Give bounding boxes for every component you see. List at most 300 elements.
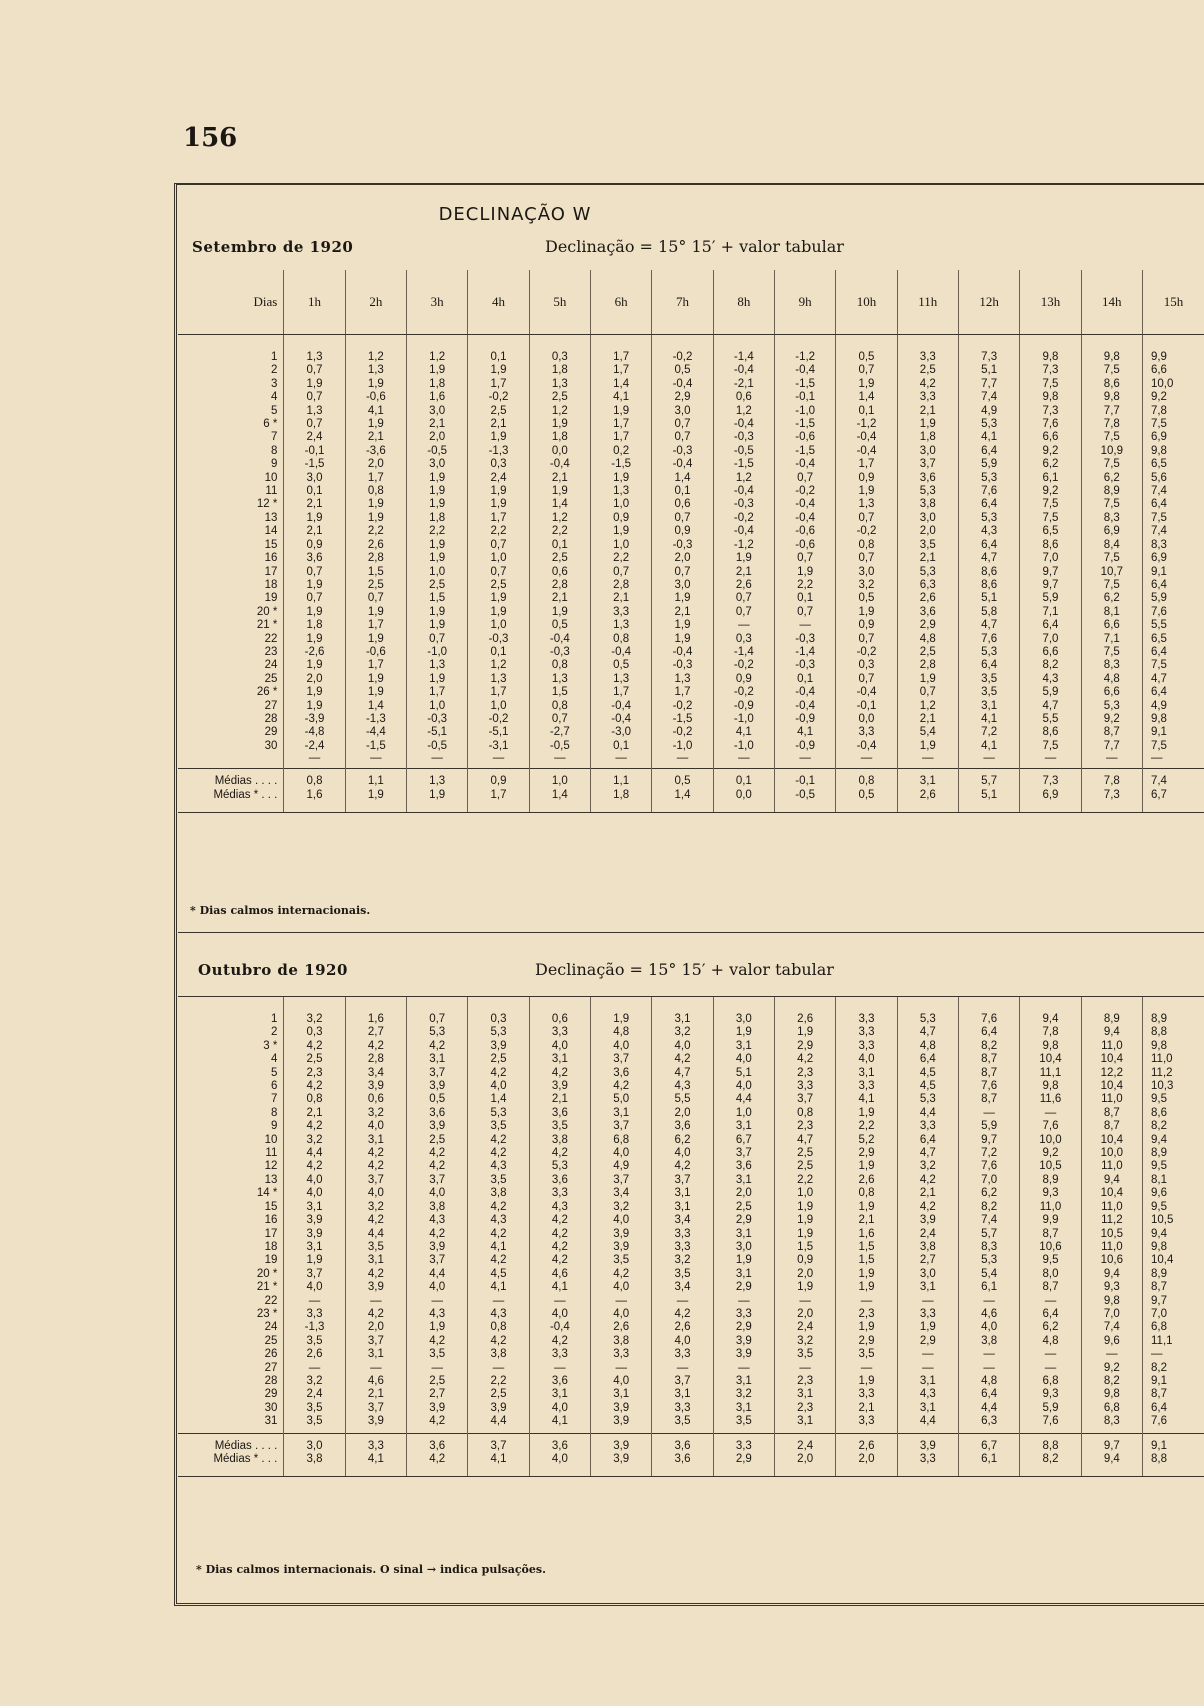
value-cell: 2,1 bbox=[284, 1107, 345, 1120]
mean-cell: 1,0 bbox=[529, 769, 590, 789]
value-cell: 8,9 bbox=[1081, 485, 1142, 498]
value-cell: 10,6 bbox=[1020, 1241, 1081, 1254]
value-cell: 1,0 bbox=[468, 619, 529, 632]
value-cell: — bbox=[591, 1295, 652, 1308]
mean-star-cell: 6,7 bbox=[1142, 789, 1204, 813]
value-cell: 5,3 bbox=[958, 512, 1019, 525]
value-cell: 10,5 bbox=[1081, 1228, 1142, 1241]
value-cell: 2,4 bbox=[284, 431, 345, 444]
value-cell: 3,9 bbox=[897, 1214, 958, 1227]
value-cell: — bbox=[1020, 1348, 1081, 1361]
value-cell: -0,2 bbox=[468, 713, 529, 726]
table-row bbox=[178, 592, 1204, 605]
table-row bbox=[178, 418, 1204, 431]
value-cell: 7,5 bbox=[1081, 579, 1142, 592]
value-cell: 0,1 bbox=[468, 646, 529, 659]
value-cell: 11,2 bbox=[1143, 1067, 1204, 1080]
mean-star-cell: 1,7 bbox=[468, 789, 529, 813]
value-cell: 4,0 bbox=[591, 1281, 652, 1294]
table-row bbox=[178, 1107, 1204, 1120]
value-cell: 1,2 bbox=[345, 335, 406, 365]
day-cell: 30 bbox=[264, 1401, 278, 1414]
value-cell: -0,4 bbox=[836, 431, 897, 444]
value-cell: 0,5 bbox=[407, 1093, 468, 1106]
value-cell: 6,4 bbox=[958, 498, 1019, 511]
value-cell: 0,3 bbox=[284, 1026, 345, 1039]
value-cell: 0,8 bbox=[529, 700, 590, 713]
value-cell: — bbox=[468, 1362, 529, 1375]
value-cell: 7,2 bbox=[958, 726, 1019, 739]
value-cell: 1,9 bbox=[897, 418, 958, 431]
value-cell: -0,3 bbox=[407, 713, 468, 726]
value-cell: 0,1 bbox=[284, 485, 345, 498]
value-cell: 3,1 bbox=[897, 1281, 958, 1294]
value-cell: 2,5 bbox=[529, 552, 590, 565]
value-cell: 9,4 bbox=[1081, 1174, 1142, 1187]
value-cell: 2,8 bbox=[345, 1053, 406, 1066]
value-cell: 2,5 bbox=[713, 1201, 774, 1214]
mean-star-cell: 2,6 bbox=[897, 789, 958, 813]
value-cell: 3,0 bbox=[836, 566, 897, 579]
value-cell: 3,9 bbox=[591, 1415, 652, 1433]
means-row bbox=[178, 769, 1204, 789]
value-cell: 4,1 bbox=[468, 1241, 529, 1254]
value-cell: 3,0 bbox=[284, 472, 345, 485]
value-cell: 1,9 bbox=[407, 1321, 468, 1334]
value-cell: 2,5 bbox=[284, 1053, 345, 1066]
value-cell: 4,2 bbox=[284, 1160, 345, 1173]
value-cell: 4,1 bbox=[958, 740, 1019, 753]
header-hour: 12h bbox=[958, 270, 1019, 335]
value-cell: 3,1 bbox=[652, 997, 713, 1026]
mean-cell: 3,9 bbox=[591, 1433, 652, 1453]
value-cell: 3,1 bbox=[713, 1174, 774, 1187]
value-cell: 6,4 bbox=[897, 1053, 958, 1066]
value-cell: 0,8 bbox=[468, 1321, 529, 1334]
value-cell: 6,9 bbox=[1142, 552, 1204, 565]
header-hour: 14h bbox=[1081, 270, 1142, 335]
mean-cell: 5,7 bbox=[958, 769, 1019, 789]
value-cell: 0,6 bbox=[345, 1093, 406, 1106]
value-cell: 4,0 bbox=[284, 1187, 345, 1200]
value-cell: 6,4 bbox=[958, 445, 1019, 458]
value-cell: 0,3 bbox=[836, 659, 897, 672]
value-cell: 0,1 bbox=[652, 485, 713, 498]
value-cell: -0,6 bbox=[774, 431, 835, 444]
value-cell: 4,0 bbox=[652, 1147, 713, 1160]
dash-cell: — bbox=[897, 753, 958, 769]
value-cell: 2,6 bbox=[591, 1321, 652, 1334]
day-cell: 8 bbox=[270, 444, 278, 457]
table-row bbox=[178, 1335, 1204, 1348]
value-cell: 6,3 bbox=[959, 1415, 1020, 1433]
value-cell: 8,0 bbox=[1020, 1268, 1081, 1281]
value-cell: 8,3 bbox=[1081, 659, 1142, 672]
oct-footnote: * Dias calmos internacionais. O sinal → indica pulsações. bbox=[196, 1563, 546, 1576]
value-cell: 1,9 bbox=[407, 472, 468, 485]
value-cell: -1,0 bbox=[713, 713, 774, 726]
value-cell: 4,1 bbox=[529, 1281, 590, 1294]
value-cell: 9,8 bbox=[1020, 1080, 1081, 1093]
value-cell: 8,7 bbox=[1081, 1120, 1142, 1133]
header-hour: 4h bbox=[468, 270, 529, 335]
table-row bbox=[178, 498, 1204, 511]
value-cell: 3,1 bbox=[591, 1388, 652, 1401]
value-cell: 2,2 bbox=[775, 1174, 836, 1187]
value-cell: -0,3 bbox=[468, 633, 529, 646]
value-cell: 3,1 bbox=[836, 1067, 897, 1080]
value-cell: 3,7 bbox=[713, 1147, 774, 1160]
value-cell: 4,0 bbox=[407, 1281, 468, 1294]
value-cell: 4,7 bbox=[897, 1147, 958, 1160]
table-row bbox=[178, 700, 1204, 713]
table-row bbox=[178, 673, 1204, 686]
value-cell: 4,3 bbox=[958, 525, 1019, 538]
value-cell: — bbox=[407, 1362, 468, 1375]
value-cell: 3,6 bbox=[529, 1174, 590, 1187]
value-cell: 4,1 bbox=[468, 1281, 529, 1294]
value-cell: 4,0 bbox=[345, 1187, 406, 1200]
day-cell: 26 bbox=[264, 1348, 278, 1361]
dash-row bbox=[178, 753, 1204, 769]
means-label: Médias . . . . bbox=[178, 1433, 284, 1453]
table-row bbox=[178, 740, 1204, 753]
value-cell: 1,3 bbox=[529, 378, 590, 391]
value-cell: 6,4 bbox=[1020, 619, 1081, 632]
value-cell: 3,1 bbox=[713, 1375, 774, 1388]
mean-cell: 1,1 bbox=[591, 769, 652, 789]
value-cell: 2,5 bbox=[897, 364, 958, 377]
table-row bbox=[178, 1268, 1204, 1281]
day-cell: 2 bbox=[270, 1026, 278, 1039]
value-cell: 4,0 bbox=[652, 1335, 713, 1348]
value-cell: 0,9 bbox=[836, 472, 897, 485]
value-cell: 3,3 bbox=[836, 1040, 897, 1053]
value-cell: 3,1 bbox=[529, 1388, 590, 1401]
value-cell: 6,8 bbox=[1143, 1321, 1204, 1334]
value-cell: -1,5 bbox=[284, 458, 345, 471]
value-cell: 6,4 bbox=[958, 539, 1019, 552]
value-cell: -2,7 bbox=[529, 726, 590, 739]
value-cell: 1,9 bbox=[652, 633, 713, 646]
value-cell: 6,2 bbox=[1081, 472, 1142, 485]
value-cell: 9,4 bbox=[1143, 1134, 1204, 1147]
value-cell: 6,9 bbox=[1081, 525, 1142, 538]
value-cell: 2,9 bbox=[713, 1281, 774, 1294]
value-cell: 4,7 bbox=[1020, 700, 1081, 713]
value-cell: 1,5 bbox=[407, 592, 468, 605]
value-cell: 2,9 bbox=[713, 1214, 774, 1227]
value-cell: 7,5 bbox=[1081, 552, 1142, 565]
mean-star-cell: 9,4 bbox=[1081, 1453, 1142, 1477]
value-cell: 0,7 bbox=[836, 512, 897, 525]
day-cell: 5 bbox=[270, 1066, 278, 1079]
day-cell: 10 bbox=[264, 471, 278, 484]
value-cell: -5,1 bbox=[407, 726, 468, 739]
value-cell: -1,5 bbox=[345, 740, 406, 753]
value-cell: 4,8 bbox=[959, 1375, 1020, 1388]
value-cell: 3,6 bbox=[591, 1067, 652, 1080]
value-cell: -4,8 bbox=[284, 726, 345, 739]
mean-cell: 3,6 bbox=[652, 1433, 713, 1453]
value-cell: -0,3 bbox=[652, 445, 713, 458]
value-cell: 3,3 bbox=[652, 1348, 713, 1361]
value-cell: 1,9 bbox=[284, 378, 345, 391]
value-cell: 9,8 bbox=[1143, 1040, 1204, 1053]
mean-cell: 3,3 bbox=[713, 1433, 774, 1453]
value-cell: 1,9 bbox=[407, 539, 468, 552]
value-cell: 3,1 bbox=[591, 1107, 652, 1120]
value-cell: — bbox=[897, 1295, 958, 1308]
table-row bbox=[178, 1134, 1204, 1147]
day-cell: 18 bbox=[264, 1240, 278, 1253]
value-cell: 3,5 bbox=[836, 1348, 897, 1361]
mean-star-cell: 1,9 bbox=[345, 789, 406, 813]
value-cell: 3,5 bbox=[897, 539, 958, 552]
day-cell: 19 bbox=[264, 592, 278, 605]
value-cell: 5,1 bbox=[958, 592, 1019, 605]
value-cell: 11,0 bbox=[1143, 1053, 1204, 1066]
value-cell: -0,4 bbox=[774, 700, 835, 713]
value-cell: 9,2 bbox=[1020, 445, 1081, 458]
value-cell: -1,2 bbox=[713, 539, 774, 552]
value-cell: 1,9 bbox=[468, 431, 529, 444]
value-cell: 0,8 bbox=[284, 1093, 345, 1106]
value-cell: 4,2 bbox=[345, 1040, 406, 1053]
value-cell: 1,2 bbox=[468, 659, 529, 672]
value-cell: 1,9 bbox=[897, 740, 958, 753]
value-cell: — bbox=[468, 1295, 529, 1308]
value-cell: 5,4 bbox=[897, 726, 958, 739]
day-cell: 13 bbox=[264, 511, 278, 524]
value-cell: 2,6 bbox=[836, 1174, 897, 1187]
oct-month-title: Outubro de 1920 bbox=[198, 961, 348, 979]
value-cell: 1,4 bbox=[591, 378, 652, 391]
value-cell: 2,1 bbox=[652, 606, 713, 619]
mean-cell: 3,3 bbox=[345, 1433, 406, 1453]
value-cell: 3,3 bbox=[897, 1120, 958, 1133]
header-dias: Dias bbox=[178, 270, 284, 335]
value-cell: 9,6 bbox=[1081, 1335, 1142, 1348]
value-cell: 3,8 bbox=[529, 1134, 590, 1147]
value-cell: 3,5 bbox=[345, 1241, 406, 1254]
value-cell: 0,7 bbox=[774, 472, 835, 485]
table-row bbox=[178, 997, 1204, 1026]
value-cell: 0,7 bbox=[652, 431, 713, 444]
value-cell: 4,9 bbox=[958, 405, 1019, 418]
value-cell: 3,9 bbox=[284, 1228, 345, 1241]
value-cell: 4,2 bbox=[897, 1174, 958, 1187]
value-cell: 4,1 bbox=[958, 713, 1019, 726]
value-cell: 1,7 bbox=[591, 335, 652, 365]
value-cell: 2,4 bbox=[468, 472, 529, 485]
value-cell: 5,3 bbox=[958, 472, 1019, 485]
value-cell: 0,7 bbox=[407, 633, 468, 646]
value-cell: 0,9 bbox=[284, 539, 345, 552]
value-cell: 0,8 bbox=[591, 633, 652, 646]
value-cell: -1,5 bbox=[713, 458, 774, 471]
value-cell: 6,4 bbox=[959, 1388, 1020, 1401]
value-cell: 8,7 bbox=[1081, 726, 1142, 739]
table-row bbox=[178, 1362, 1204, 1375]
value-cell: 4,2 bbox=[897, 1201, 958, 1214]
value-cell: 3,3 bbox=[529, 1026, 590, 1039]
value-cell: 0,7 bbox=[713, 606, 774, 619]
mean-cell: 2,6 bbox=[836, 1433, 897, 1453]
value-cell: 4,1 bbox=[591, 391, 652, 404]
value-cell: -0,4 bbox=[652, 458, 713, 471]
day-cell: 15 bbox=[264, 538, 278, 551]
value-cell: 10,5 bbox=[1020, 1160, 1081, 1173]
value-cell: 1,5 bbox=[775, 1241, 836, 1254]
value-cell: 5,5 bbox=[652, 1093, 713, 1106]
value-cell: 2,5 bbox=[407, 579, 468, 592]
value-cell: 2,3 bbox=[775, 1120, 836, 1133]
value-cell: — bbox=[959, 1107, 1020, 1120]
value-cell: 3,0 bbox=[407, 458, 468, 471]
value-cell: 3,8 bbox=[959, 1335, 1020, 1348]
value-cell: 4,2 bbox=[529, 1335, 590, 1348]
value-cell: 1,4 bbox=[468, 1093, 529, 1106]
day-cell: 14 bbox=[264, 525, 278, 538]
value-cell: — bbox=[1020, 1362, 1081, 1375]
oct-formula: Declinação = 15° 15′ + valor tabular bbox=[535, 960, 834, 979]
value-cell: 3,1 bbox=[529, 1053, 590, 1066]
value-cell: 3,3 bbox=[836, 1080, 897, 1093]
value-cell: 0,7 bbox=[652, 418, 713, 431]
value-cell: 4,4 bbox=[468, 1415, 529, 1433]
value-cell: 3,7 bbox=[345, 1402, 406, 1415]
mean-star-cell: 1,8 bbox=[591, 789, 652, 813]
value-cell: 5,3 bbox=[468, 1026, 529, 1039]
day-cell: 2 bbox=[270, 364, 278, 377]
value-cell: 8,7 bbox=[959, 1053, 1020, 1066]
day-cell: 21 * bbox=[256, 1281, 278, 1294]
value-cell: 3,8 bbox=[407, 1201, 468, 1214]
header-hour: 5h bbox=[529, 270, 590, 335]
value-cell: 3,7 bbox=[407, 1254, 468, 1267]
value-cell: 4,1 bbox=[774, 726, 835, 739]
value-cell: -1,0 bbox=[652, 740, 713, 753]
value-cell: 7,6 bbox=[1020, 418, 1081, 431]
value-cell: 1,9 bbox=[836, 1268, 897, 1281]
value-cell: 3,5 bbox=[468, 1174, 529, 1187]
value-cell: 11,6 bbox=[1020, 1093, 1081, 1106]
value-cell: 10,4 bbox=[1143, 1254, 1204, 1267]
value-cell: 1,4 bbox=[836, 391, 897, 404]
value-cell: 4,0 bbox=[713, 1080, 774, 1093]
value-cell: 5,2 bbox=[836, 1134, 897, 1147]
value-cell: 4,2 bbox=[529, 1241, 590, 1254]
value-cell: 3,9 bbox=[713, 1348, 774, 1361]
value-cell: -0,1 bbox=[284, 445, 345, 458]
value-cell: -0,4 bbox=[774, 686, 835, 699]
value-cell: 2,7 bbox=[345, 1026, 406, 1039]
value-cell: 9,2 bbox=[1020, 1147, 1081, 1160]
value-cell: 6,4 bbox=[959, 1026, 1020, 1039]
value-cell: 4,5 bbox=[897, 1080, 958, 1093]
value-cell: 4,8 bbox=[591, 1026, 652, 1039]
day-cell: 22 bbox=[264, 632, 278, 645]
value-cell: — bbox=[713, 619, 774, 632]
value-cell: 7,3 bbox=[958, 335, 1019, 365]
table-row bbox=[178, 485, 1204, 498]
value-cell: 4,0 bbox=[591, 1214, 652, 1227]
value-cell: 9,1 bbox=[1143, 1375, 1204, 1388]
value-cell: 1,9 bbox=[468, 592, 529, 605]
value-cell: -0,4 bbox=[713, 525, 774, 538]
value-cell: 3,1 bbox=[958, 700, 1019, 713]
value-cell: -0,2 bbox=[652, 726, 713, 739]
value-cell: 1,6 bbox=[345, 997, 406, 1026]
value-cell: 3,4 bbox=[591, 1187, 652, 1200]
table-row bbox=[178, 579, 1204, 592]
value-cell: 3,9 bbox=[407, 1120, 468, 1133]
value-cell: 2,2 bbox=[345, 525, 406, 538]
table-row bbox=[178, 1174, 1204, 1187]
value-cell: 3,9 bbox=[591, 1241, 652, 1254]
value-cell: 2,4 bbox=[775, 1321, 836, 1334]
value-cell: 2,9 bbox=[836, 1335, 897, 1348]
table-row bbox=[178, 1241, 1204, 1254]
value-cell: 7,7 bbox=[1081, 740, 1142, 753]
value-cell: 3,2 bbox=[345, 1107, 406, 1120]
value-cell: -2,6 bbox=[284, 646, 345, 659]
value-cell: 1,9 bbox=[345, 418, 406, 431]
value-cell: 2,1 bbox=[897, 1187, 958, 1200]
value-cell: 0,5 bbox=[836, 335, 897, 365]
value-cell: 5,3 bbox=[958, 646, 1019, 659]
table-row bbox=[178, 1187, 1204, 1200]
value-cell: 0,1 bbox=[774, 592, 835, 605]
value-cell: 11,0 bbox=[1081, 1040, 1142, 1053]
value-cell: -0,2 bbox=[652, 335, 713, 365]
value-cell: 1,9 bbox=[284, 700, 345, 713]
value-cell: 3,9 bbox=[284, 1214, 345, 1227]
value-cell: 2,0 bbox=[345, 458, 406, 471]
value-cell: 7,5 bbox=[1081, 458, 1142, 471]
value-cell: -1,5 bbox=[774, 445, 835, 458]
table-row bbox=[178, 539, 1204, 552]
dash-cell: — bbox=[591, 753, 652, 769]
value-cell: — bbox=[897, 1362, 958, 1375]
value-cell: 9,7 bbox=[1020, 579, 1081, 592]
value-cell: 4,3 bbox=[407, 1214, 468, 1227]
table-row bbox=[178, 1053, 1204, 1066]
table-row bbox=[178, 552, 1204, 565]
value-cell: 9,9 bbox=[1142, 335, 1204, 365]
value-cell: 6,4 bbox=[1143, 1402, 1204, 1415]
value-cell: -0,2 bbox=[774, 485, 835, 498]
value-cell: 7,6 bbox=[959, 997, 1020, 1026]
value-cell: 0,8 bbox=[775, 1107, 836, 1120]
value-cell: 4,2 bbox=[529, 1147, 590, 1160]
value-cell: -1,5 bbox=[774, 378, 835, 391]
value-cell: 9,8 bbox=[1142, 713, 1204, 726]
mean-star-cell: 8,8 bbox=[1143, 1453, 1204, 1477]
day-cell: 20 * bbox=[256, 605, 278, 618]
value-cell: 11,0 bbox=[1081, 1160, 1142, 1173]
value-cell: 11,0 bbox=[1081, 1093, 1142, 1106]
value-cell: 2,2 bbox=[591, 552, 652, 565]
mean-star-cell: 3,8 bbox=[284, 1453, 345, 1477]
dash-cell: — bbox=[1081, 753, 1142, 769]
value-cell: 5,3 bbox=[529, 1160, 590, 1173]
value-cell: 10,3 bbox=[1143, 1080, 1204, 1093]
value-cell: 2,5 bbox=[407, 1134, 468, 1147]
value-cell: 9,8 bbox=[1081, 391, 1142, 404]
value-cell: 2,0 bbox=[345, 1321, 406, 1334]
